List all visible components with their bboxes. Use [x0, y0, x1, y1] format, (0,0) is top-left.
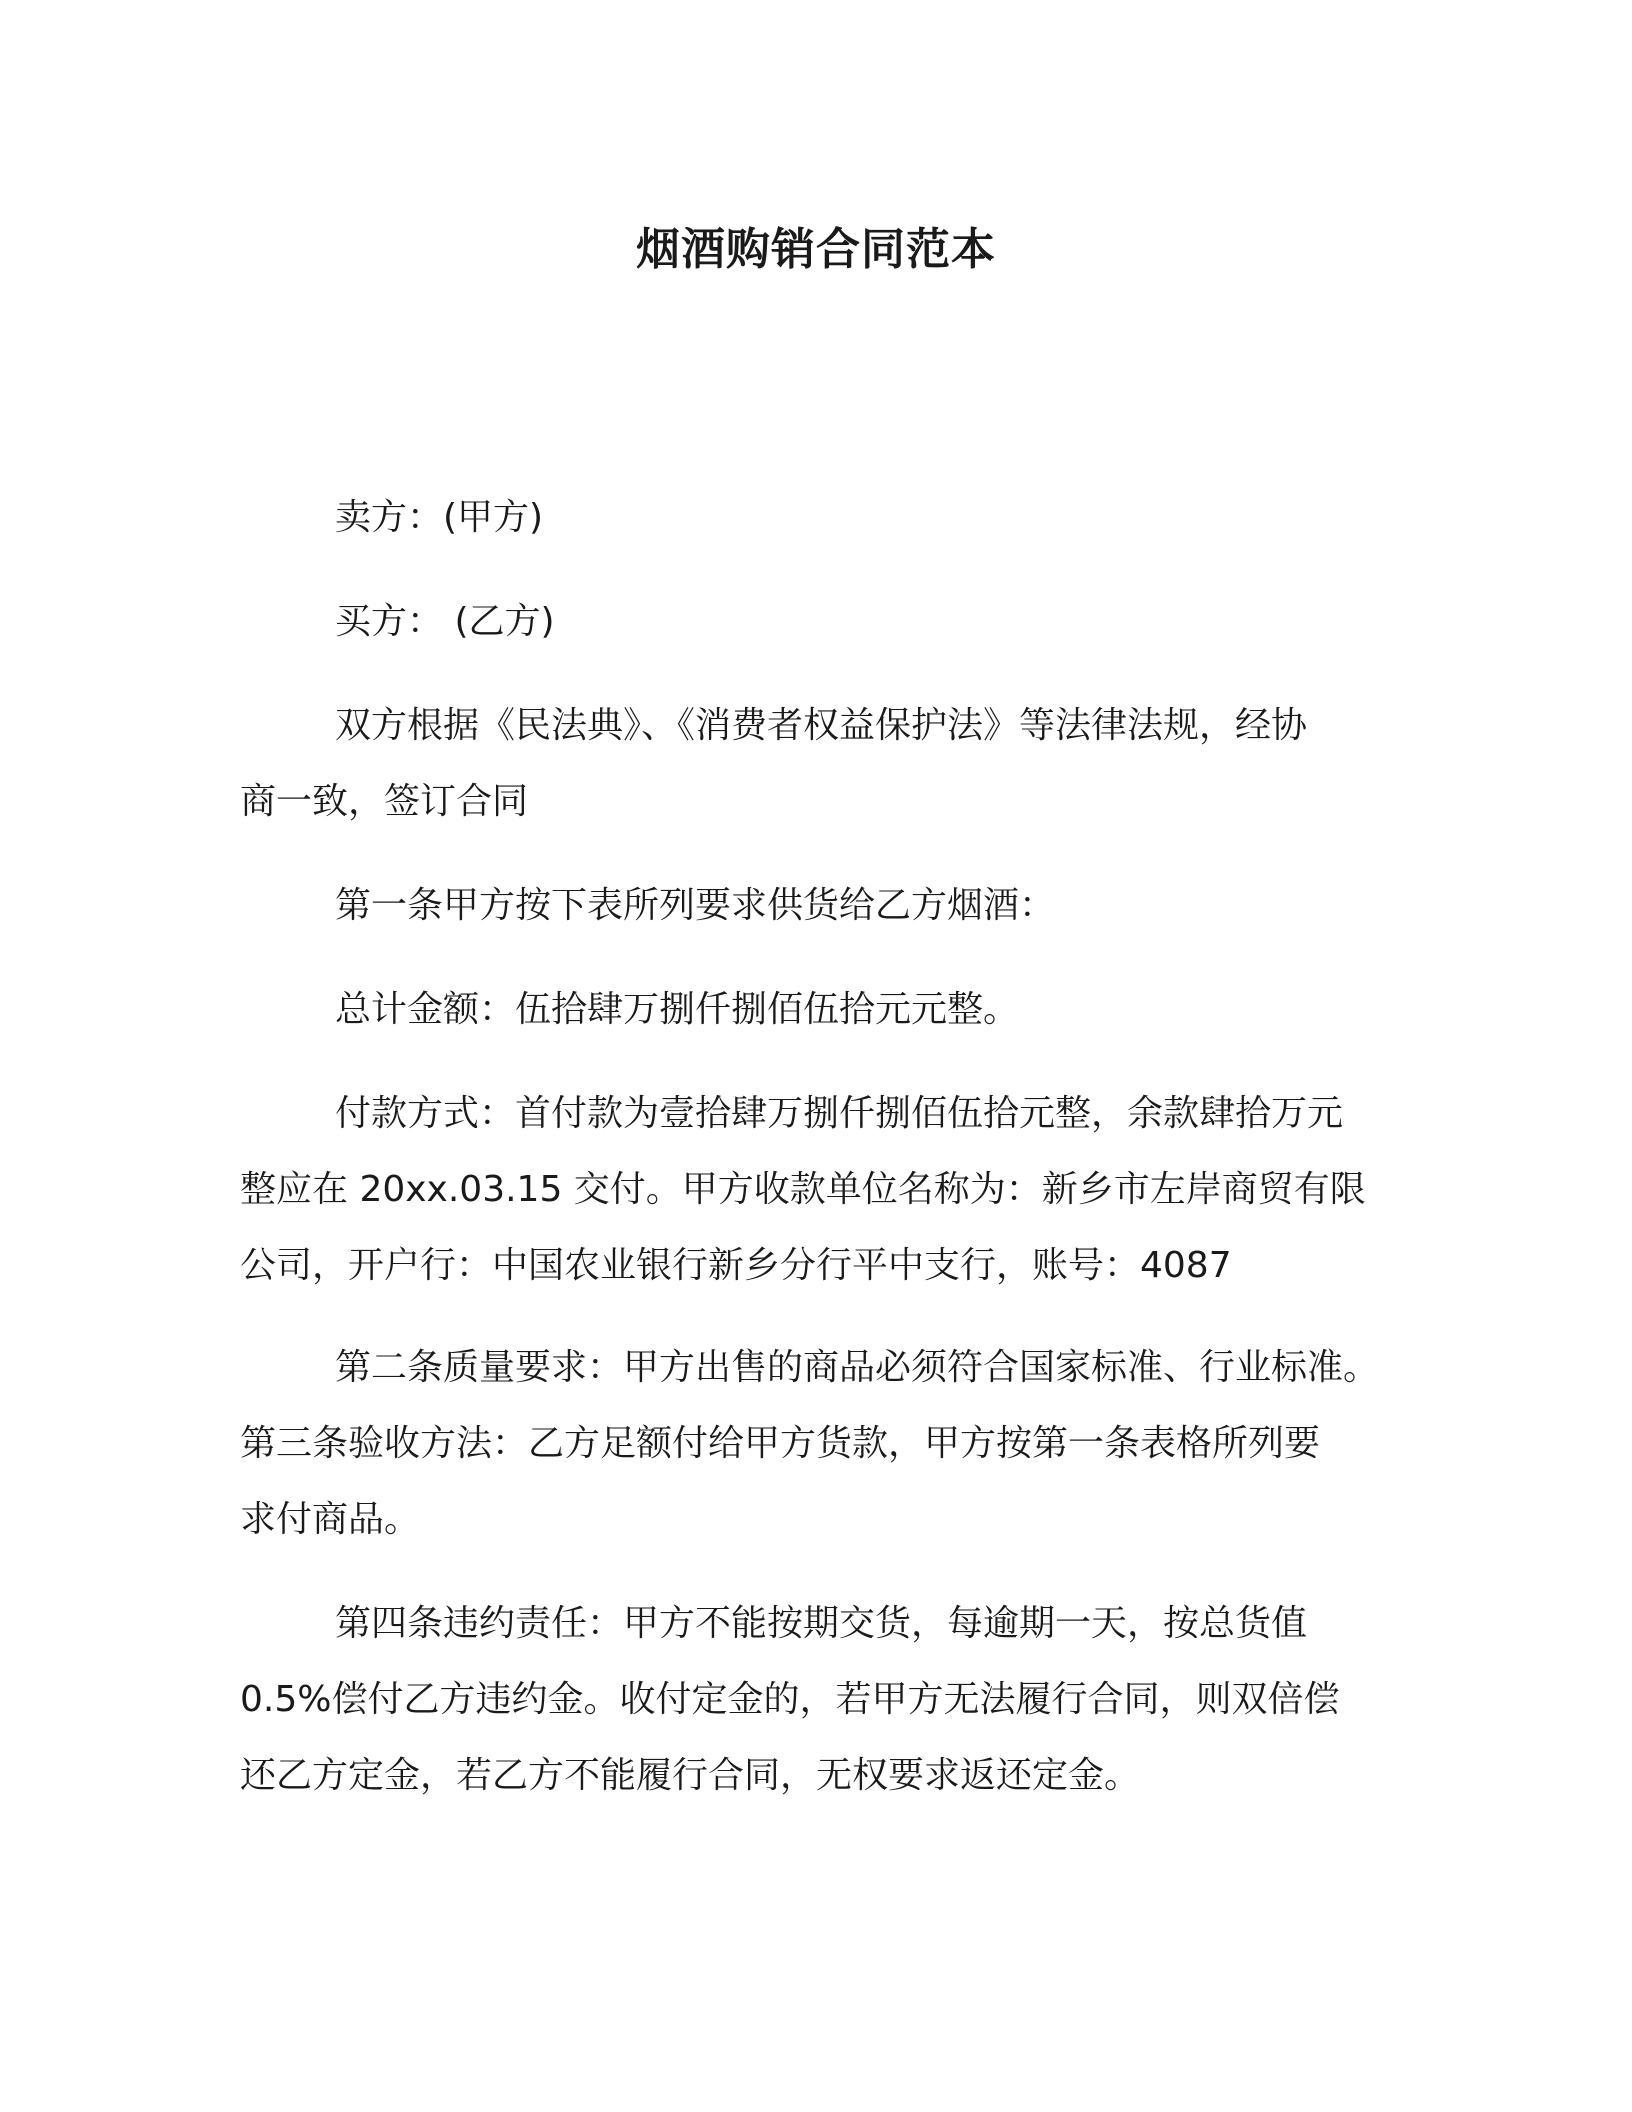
- preamble-line: 商一致，签订合同: [240, 781, 529, 822]
- buyer-line: [240, 584, 1400, 660]
- article-3-line: 求付商品。: [240, 1499, 421, 1540]
- total-amount-text: 总计金额：伍拾肆万捌仟捌佰伍拾元元整。: [335, 989, 1020, 1030]
- document-title: 烟酒购销合同范本: [636, 224, 996, 275]
- article-4: [240, 1586, 1400, 1814]
- buyer-text: 买方： (乙方): [335, 601, 555, 642]
- article-3: [240, 1406, 1400, 1558]
- article-2: [240, 1330, 1400, 1406]
- seller-text: 卖方：(甲方): [335, 497, 544, 538]
- total-amount: [240, 972, 1400, 1048]
- article-4-line: 0.5%偿付乙方违约金。收付定金的，若甲方无法履行合同，则双倍偿: [240, 1679, 1340, 1720]
- article-4-line: 还乙方定金，若乙方不能履行合同，无权要求返还定金。: [240, 1755, 1141, 1796]
- payment-line: 整应在 20xx.03.15 交付。甲方收款单位名称为：新乡市左岸商贸有限: [240, 1169, 1366, 1210]
- article-1: [240, 868, 1400, 944]
- payment-line: 公司，开户行：中国农业银行新乡分行平中支行，账号：4087: [240, 1245, 1232, 1286]
- preamble-line: 双方根据《民法典》、《消费者权益保护法》等法律法规，经协: [335, 705, 1308, 746]
- payment-line: 付款方式：首付款为壹拾肆万捌仟捌佰伍拾元整，余款肆拾万元: [335, 1093, 1344, 1134]
- article-1-text: 第一条甲方按下表所列要求供货给乙方烟酒：: [335, 885, 1056, 926]
- payment-paragraph: [240, 1076, 1400, 1304]
- seller-line: [240, 480, 1400, 556]
- article-4-line: 第四条违约责任：甲方不能按期交货，每逾期一天，按总货值: [335, 1603, 1308, 1644]
- article-3-line: 第三条验收方法：乙方足额付给甲方货款，甲方按第一条表格所列要: [240, 1423, 1321, 1464]
- preamble-paragraph: [240, 688, 1400, 840]
- article-2-text: 第二条质量要求：甲方出售的商品必须符合国家标准、行业标准。: [335, 1347, 1380, 1388]
